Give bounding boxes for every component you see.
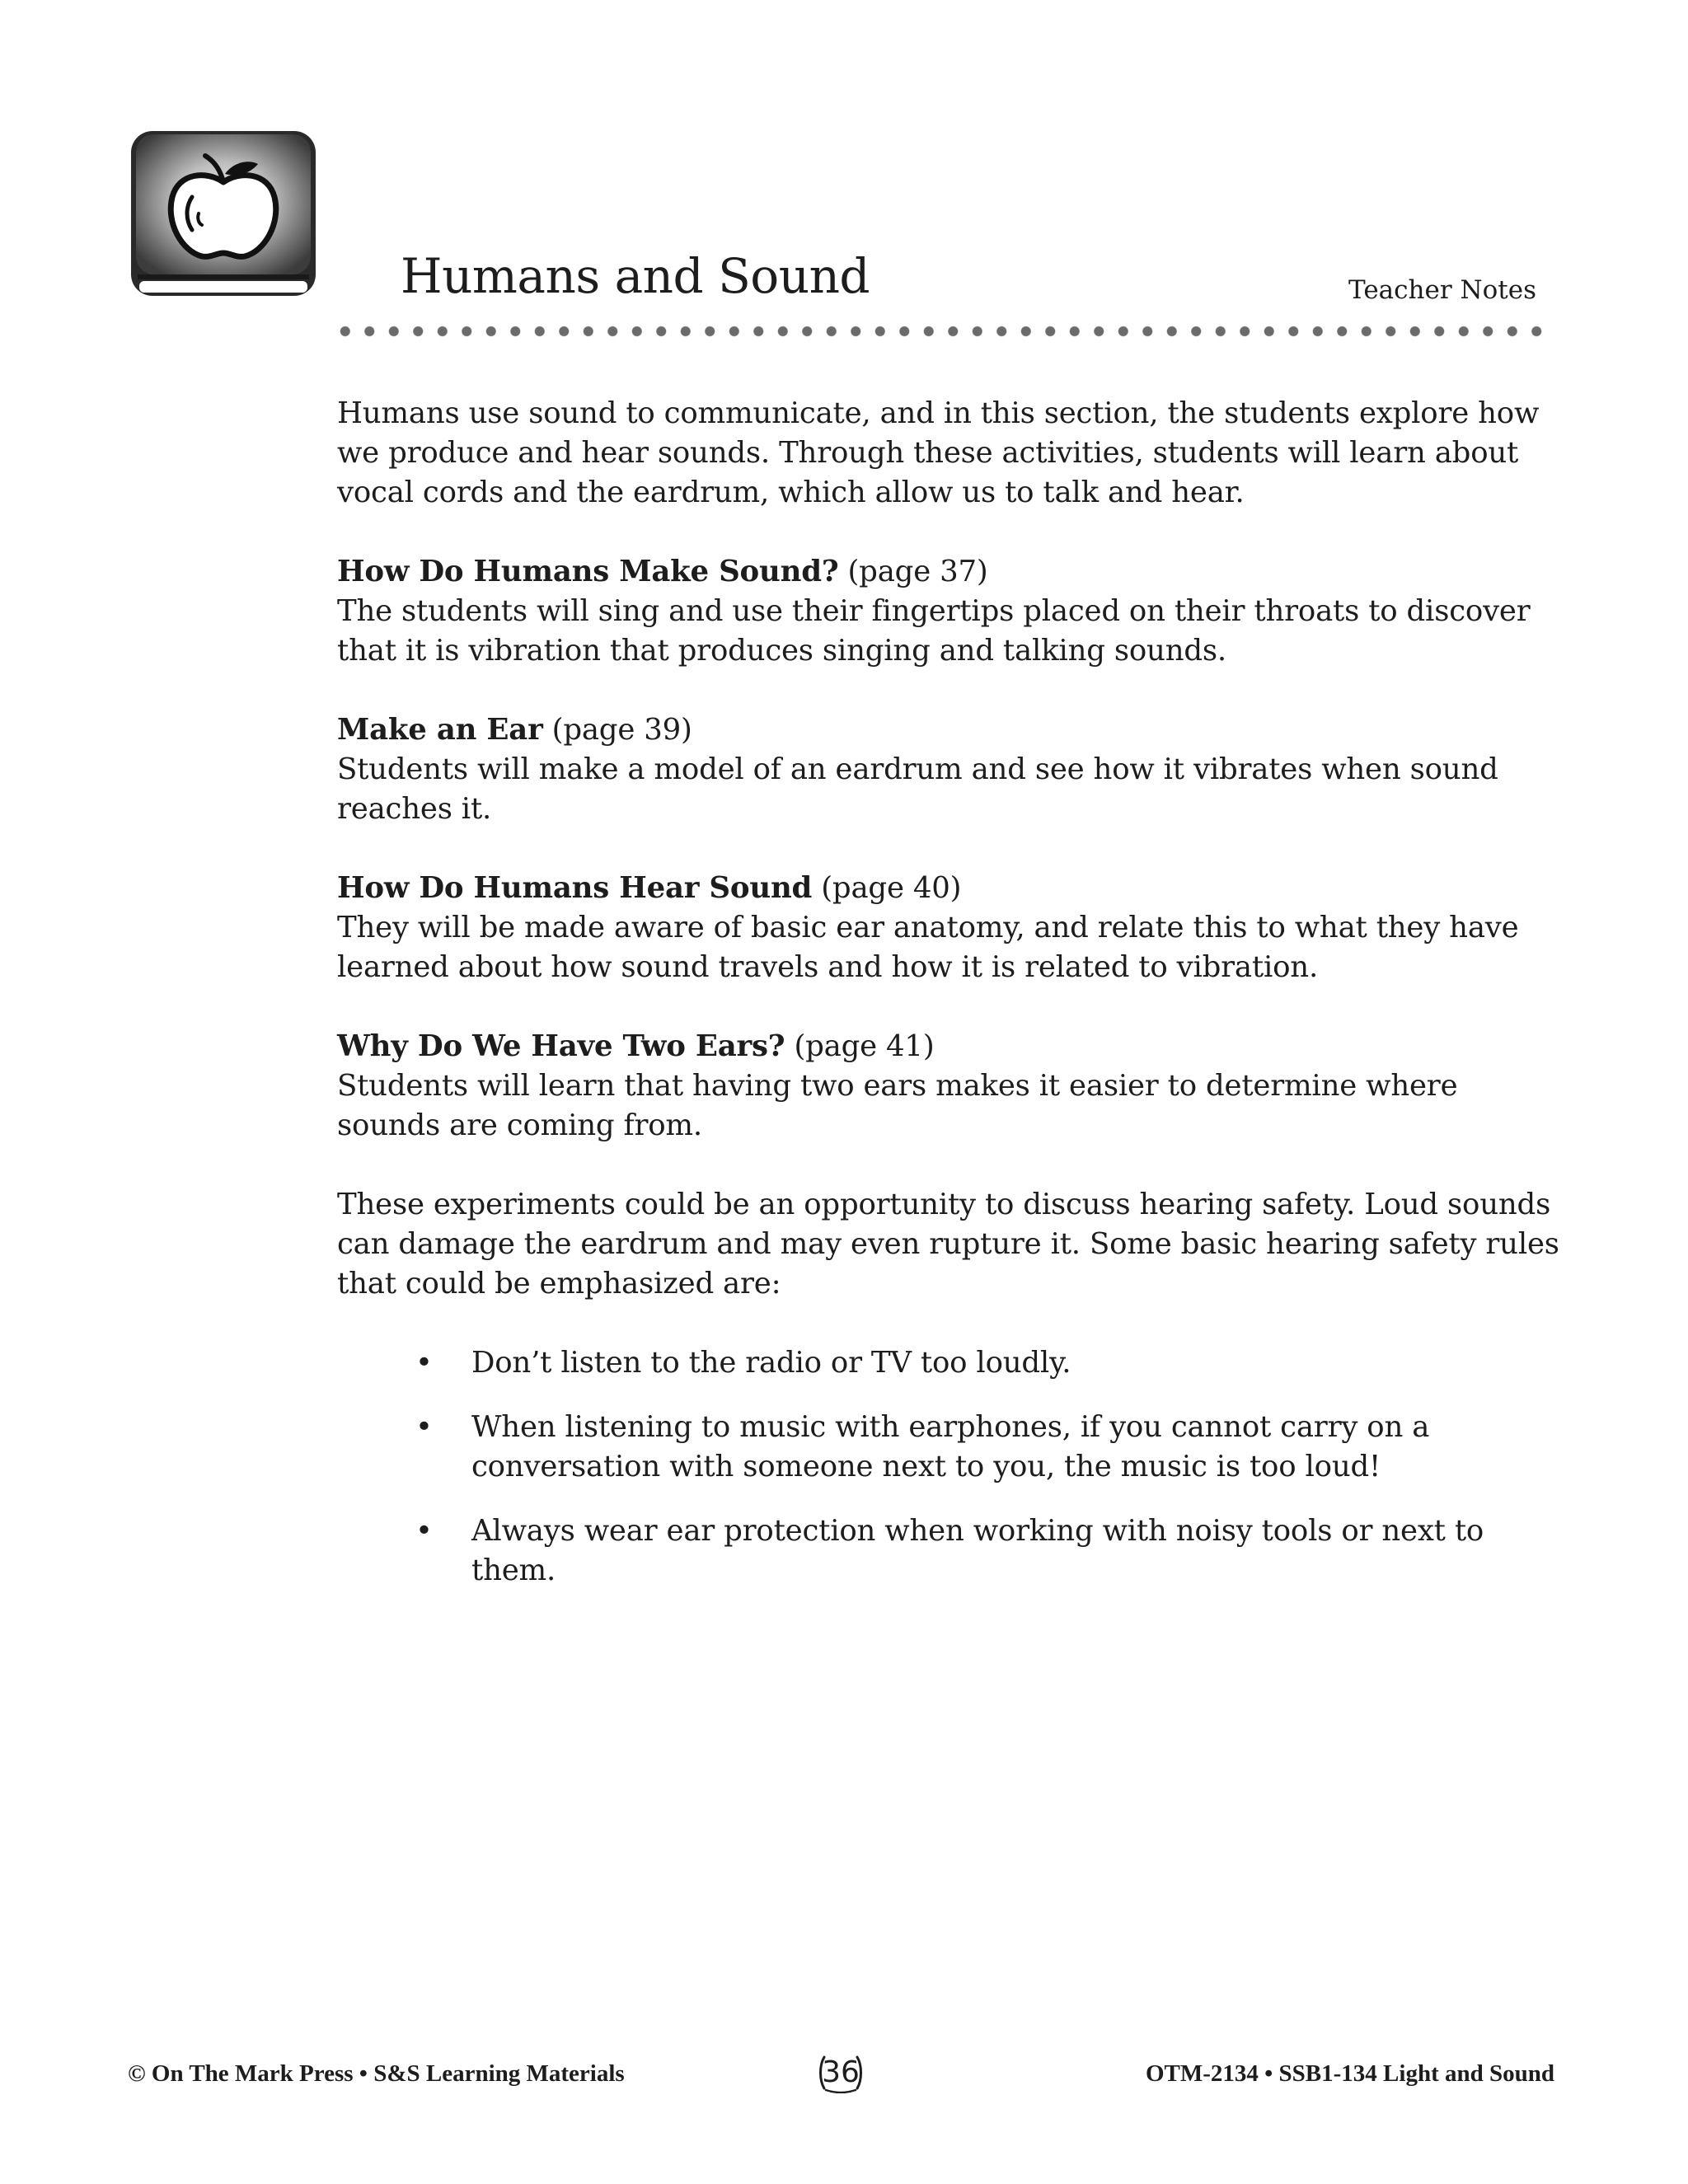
safety-rules-list <box>337 1343 1565 1591</box>
section-heading <box>337 552 1565 592</box>
list-item-text: When listening to music with earphones, if you cannot carry on a conversation with someone next to you, the music is too loud! <box>471 1410 1430 1483</box>
list-item <box>337 1343 1565 1383</box>
section-page-ref: (page 40) <box>821 871 962 905</box>
section-body: Students will make a model of an eardrum and see how it vibrates when sound reaches it. <box>337 752 1498 826</box>
section <box>337 1027 1565 1146</box>
intro-paragraph: Humans use sound to communicate, and in this section, the students explore how we produce and hear sounds. Through these activities, students will learn about vocal cords and the eardrum, which allow us to talk and hear. <box>337 396 1540 509</box>
page-number-text: 36 <box>822 2055 860 2089</box>
section-body: They will be made aware of basic ear anatomy, and relate this to what they have learned about how sound travels and how it is related to vibration. <box>337 911 1519 984</box>
bullet-marker: • <box>415 1346 433 1380</box>
section-body: Students will learn that having two ears makes it easier to determine where sounds are coming from. <box>337 1069 1458 1142</box>
bullet-marker: • <box>415 1410 433 1444</box>
section-page-ref: (page 41) <box>794 1029 935 1063</box>
footer-product-code: OTM-2134 • SSB1-134 Light and Sound <box>1145 2060 1554 2087</box>
page-title: Humans and Sound <box>401 248 870 304</box>
bullet-marker: • <box>415 1514 433 1548</box>
section-title: How Do Humans Hear Sound <box>337 871 813 905</box>
section-title: How Do Humans Make Sound? <box>337 555 839 588</box>
section-title: Make an Ear <box>337 713 543 747</box>
dotted-divider <box>333 324 1550 339</box>
section-heading <box>337 710 1565 750</box>
page-number <box>816 2052 865 2093</box>
footer-publisher: © On The Mark Press • S&S Learning Materials <box>128 2060 625 2087</box>
section-body: The students will sing and use their fingertips placed on their throats to discover that it is vibration that produces singing and talking sounds. <box>337 594 1531 668</box>
teacher-notes-label: Teacher Notes <box>1348 275 1536 305</box>
list-item <box>337 1408 1565 1487</box>
list-item-text: Always wear ear protection when working with noisy tools or next to them. <box>471 1514 1484 1587</box>
section-heading <box>337 1027 1565 1066</box>
content-body <box>337 394 1565 1615</box>
section-title: Why Do We Have Two Ears? <box>337 1029 785 1063</box>
list-item <box>337 1511 1565 1591</box>
section <box>337 710 1565 829</box>
section-page-ref: (page 37) <box>847 555 988 588</box>
list-item-text: Don’t listen to the radio or TV too loudly. <box>471 1346 1071 1380</box>
section-page-ref: (page 39) <box>551 713 692 747</box>
safety-intro-paragraph: These experiments could be an opportunity to discuss hearing safety. Loud sounds can damage the eardrum and may even rupture it. Some basic hearing safety rules that could be emphasized are: <box>337 1188 1559 1301</box>
section <box>337 869 1565 987</box>
apple-badge <box>128 128 319 301</box>
section-heading <box>337 869 1565 908</box>
section <box>337 552 1565 671</box>
apple-icon <box>128 128 319 301</box>
